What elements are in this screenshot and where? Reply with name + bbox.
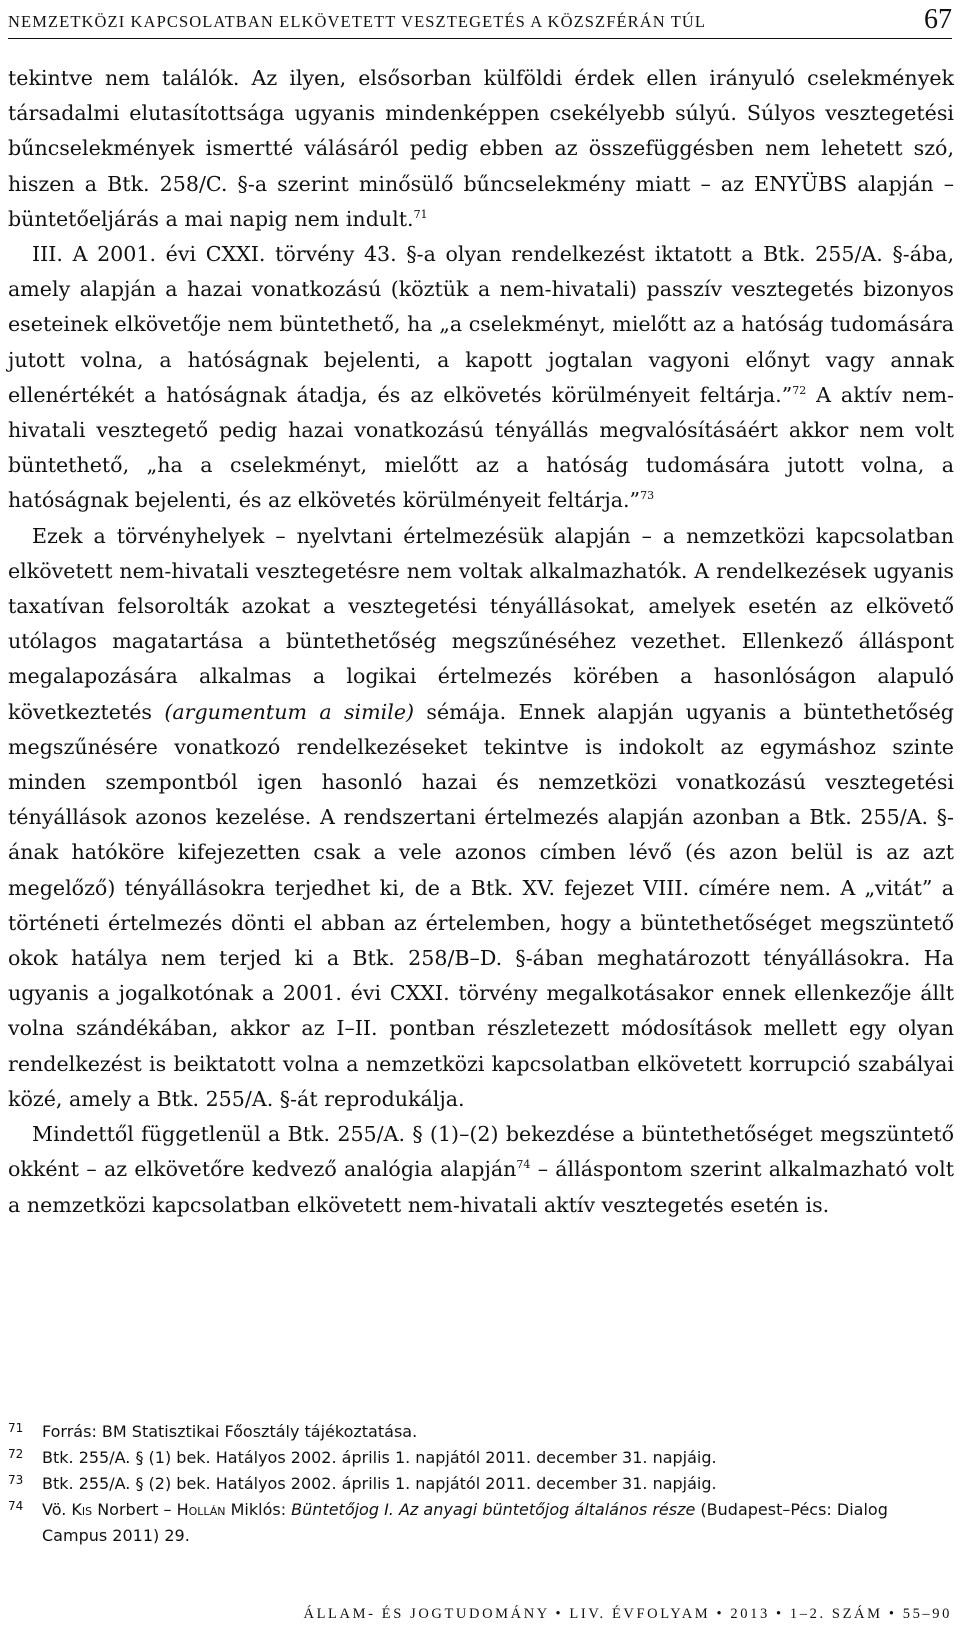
header-rule: [8, 38, 952, 39]
page-number: 67: [924, 4, 952, 35]
main-text: [8, 61, 954, 1223]
author-surname: Kis: [71, 1500, 93, 1519]
book-title: Büntetőjog I. Az anyagi büntetőjog általános része: [291, 1500, 696, 1519]
footnote-ref-73: 73: [640, 489, 655, 503]
footnote-74: 74 Vö. Kis Norbert – Hollán Miklós: Büntetőjog I. Az anyagi büntetőjog általános része (Budapest–Pécs: Dialog Campus 2011) 29.: [8, 1499, 888, 1545]
footnote-ref-74: 74: [516, 1158, 531, 1172]
running-header: [8, 0, 952, 36]
footnote-73: 73 Btk. 255/A. § (2) bek. Hatályos 2002. április 1. napjától 2011. december 31. napjáig.: [8, 1473, 717, 1493]
author-surname: Hollán: [176, 1500, 226, 1519]
paragraph-1: tekintve nem találók. Az ilyen, elsősorban külföldi érdek ellen irányuló cselekmények társadalmi elutasítottsága ugyanis mindenképpen csekélyebb súlyú. Súlyos vesztegetési bűncselekmények ismertté válásáról pedig ebben az összefüggésben nem lehetett szó, hiszen a Btk. 258/C. §-a szerint minősülő bűncselekmény miatt – az ENYÜBS alapján – büntetőeljárás a mai napig nem indult.$^{71}$: [8, 66, 954, 231]
footnote-72: 72 Btk. 255/A. § (1) bek. Hatályos 2002. április 1. napjától 2011. december 31. napjáig.: [8, 1447, 717, 1467]
paragraph-4: Mindettől függetlenül a Btk. 255/A. § (1)–(2) bekezdése a büntethetőséget megszüntető okként – az elkövetőre kedvező analógia alapján$^{74}$ – álláspontom szerint alkalmazható volt a nemzetközi kapcsolatban elkövetett nem-hivatali aktív vesztegetés esetén is.: [8, 1122, 955, 1217]
footnotes: [8, 1419, 954, 1549]
footnote-ref-71: 71: [413, 207, 428, 221]
latin-term: (argumentum a simile): [164, 699, 415, 724]
footnote-71: 71 Forrás: BM Statisztikai Főosztály tájékoztatása.: [8, 1421, 418, 1441]
running-title: NEMZETKÖZI KAPCSOLATBAN ELKÖVETETT VESZTEGETÉS A KÖZSZFÉRÁN TÚL: [8, 12, 707, 31]
footnote-ref-72: 72: [792, 383, 807, 397]
paragraph-2: III. A 2001. évi CXXI. törvény 43. §-a olyan rendelkezést iktatott a Btk. 255/A. §-ába, amely alapján a hazai vonatkozású (köztük a nem-hivatali) passzív vesztegetés bizonyos eseteinek elkövetője nem büntethető, ha „a cselekményt, mielőtt az a hatóság tudomására jutott volna, a hatóságnak bejelenti, a kapott jogtalan vagyoni előnyt vagy annak ellenértékét a hatóságnak átadja, és az elkövetés körülményeit feltárja.”$^{72}$ A aktív nem-hivatali vesztegető pedig hazai vonatkozású tényállás megvalósításáért akkor nem volt büntethető, „ha a cselekményt, mielőtt az a hatóság tudomására jutott volna, a hatóságnak bejelenti, és az elkövetés körülményeit feltárja.”$^{73}$: [8, 242, 954, 513]
journal-footer: ÁLLAM- ÉS JOGTUDOMÁNY • LIV. ÉVFOLYAM • 2013 • 1–2. SZÁM • 55–90: [303, 1606, 952, 1622]
paragraph-3: Ezek a törvényhelyek – nyelvtani értelmezésük alapján – a nemzetközi kapcsolatban elkövetett nem-hivatali vesztegetésre nem voltak alkalmazhatók. A rendelkezések ugyanis taxatívan felsorolták azokat a vesztegetési tényállásokat, amelyek esetén az elkövető utólagos magatartása a büntethetőség megszűnéséhez vezethet. Ellenkező álláspont megalapozására alkalmas a logikai értelmezés körében a hasonlóságon alapuló következtetés (argumentum a simile) sémája. Ennek alapján ugyanis a büntethetőség megszűnésére vonatkozó rendelkezéseket tekintve is indokolt az egymáshoz szinte minden szempontból igen hasonló hazai és nemzetközi vonatkozású vesztegetési tényállások azonos kezelése. A rendszertani értelmezés alapján azonban a Btk. 255/A. §-ának hatóköre kifejezetten csak a vele azonos címben lévő (és azon belül is az azt megelőző) tényállásokra terjedhet ki, de a Btk. XV. fejezet VIII. címére nem. A „vitát” a történeti értelmezés dönti el abban az értelemben, hogy a büntethetőséget megszüntető okok hatálya nem terjed ki a Btk. 258/B–D. §-ában meghatározott tényállásokra. Ha ugyanis a jogalkotónak a 2001. évi CXXI. törvény megalkotásakor ennek ellenkezője állt volna szándékában, akkor az I–II. pontban részletezett módosítások mellett egy olyan rendelkezést is beiktatott volna a nemzetközi kapcsolatban elkövetett korrupció szabályai közé, amely a Btk. 255/A. §-át reprodukálja.: [8, 523, 954, 1111]
